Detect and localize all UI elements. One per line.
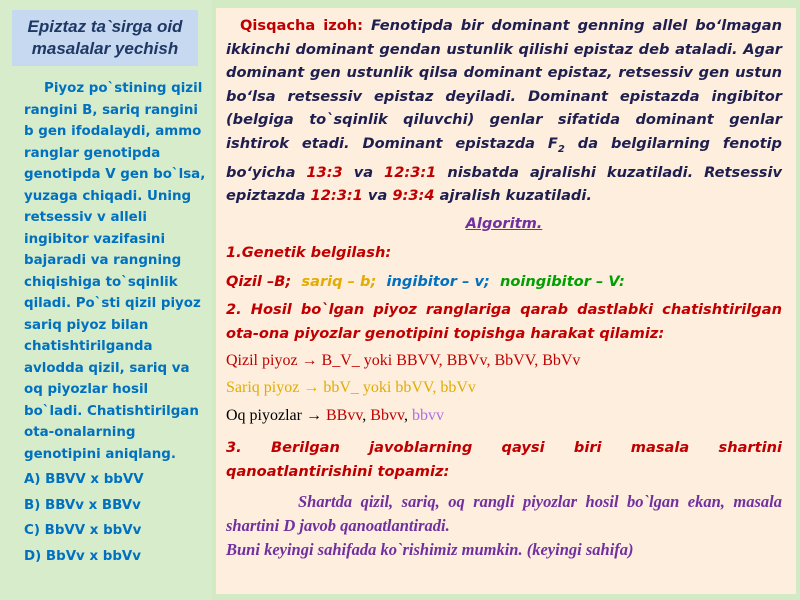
red-line-label: Qizil piyoz → B_V_ yoki bbox=[226, 352, 397, 369]
gene-noninhibitor: noingibitor – V: bbox=[499, 273, 625, 290]
gene-inhibitor: ingibitor – v; bbox=[386, 273, 490, 290]
red-genotype-2: BBVv bbox=[446, 352, 487, 369]
problem-text: Piyoz po`stining qizil rangini B, sariq rangini b gen ifodalaydi, ammo ranglar genotipda genotipda V gen bo`lsa, yuzaga chiqadi. Uning retsessiv v alleli ingibitor vazifasini bajaradi va rangning chiqishiga to`sqinlik qiladi. Po`sti qizil piyoz sariq piyoz bilan chatishtirilganda avlodda qizil, sariq va oq piyozlar hosil bo`ladi. Chatishtirilgan ota-onalarning genotipini aniqlang. bbox=[24, 81, 206, 462]
answer-option-a: A) BBVV x bbVV bbox=[24, 472, 144, 487]
yellow-line-label: Sariq piyoz → bbV_ yoki bbox=[226, 379, 396, 396]
answer-option-c: C) BbVV x bbVv bbox=[24, 523, 142, 538]
step-3: 3. Berilgan javoblarning qaysi biri masala shartini qanoatlantirishini topamiz: bbox=[226, 439, 782, 480]
white-onion-line: Oq piyozlar → BBvv, Bbvv, bbvv bbox=[226, 407, 444, 424]
title-line-1: Epiztaz ta`sirga oid bbox=[27, 17, 183, 36]
note-label: Qisqacha izoh: bbox=[240, 17, 363, 34]
problem-statement bbox=[24, 78, 208, 567]
note-text-3: nisbatda ajralishi kuzatiladi. Retsessiv epiztazda bbox=[226, 163, 782, 205]
answer-option-d: D) BbVv x bbVv bbox=[24, 548, 142, 564]
slide-title bbox=[12, 10, 198, 66]
white-line-label: Oq piyozlar → bbox=[226, 407, 326, 424]
white-genotype-1: BBvv bbox=[325, 407, 363, 424]
ratio-12-3-1-b: 12:3:1 bbox=[310, 187, 363, 205]
note-text-1: Fenotipda bir dominant genning allel bo‘lmagan ikkinchi dominant gendan ustunlik qilishi epistaz deb ataladi. Agar dominant gen ustunlik qilsa dominant epistaz, retsessiv gen ustun bo‘lsa retsessiv epistaz deyiladi. Dominant epistazda ingibitor (belgiga to`sqinlik qiluvchi) genlar sifatida dominant genlar ishtirok etadi. Dominant epistazda F bbox=[226, 17, 782, 152]
and-2: va bbox=[362, 187, 393, 205]
gene-yellow: sariq – b; bbox=[301, 273, 377, 290]
next-page-note: Buni keyingi sahifada ko`rishimiz mumkin. (keyingi sahifa) bbox=[226, 540, 634, 559]
gene-red: Qizil –B; bbox=[226, 273, 292, 290]
white-genotype-3: bbvv bbox=[411, 407, 444, 424]
white-genotype-2: Bbvv bbox=[370, 407, 404, 424]
algorithm-heading bbox=[226, 212, 782, 236]
step-2: 2. Hosil bo`lgan piyoz ranglariga qarab dastlabki chatishtirilgan ota-ona piyozlar genotipini topishga harakat qilamiz: bbox=[226, 301, 782, 342]
title-line-2: masalalar yechish bbox=[31, 39, 179, 58]
red-genotype-1: BBVV bbox=[396, 352, 439, 369]
ratio-9-3-4: 9:3:4 bbox=[392, 187, 435, 205]
ratio-13-3: 13:3 bbox=[306, 163, 343, 181]
algorithm-title: Algoritm. bbox=[465, 215, 543, 232]
gene-notation bbox=[226, 270, 782, 294]
and-1: va bbox=[342, 163, 385, 181]
answer-option-b: B) BBVv x BBVv bbox=[24, 497, 141, 513]
short-note bbox=[226, 14, 782, 208]
red-genotype-4: BbVv bbox=[542, 352, 581, 369]
left-panel bbox=[0, 0, 212, 600]
yellow-genotype-2: bbVv bbox=[440, 379, 476, 396]
conclusion: Shartda qizil, sariq, oq rangli piyozlar hosil bo`lgan ekan, masala shartini D javob qanoatlantiradi. bbox=[226, 492, 782, 535]
yellow-genotype-1: bbVV bbox=[395, 379, 433, 396]
red-genotype-3: BbVV bbox=[494, 352, 535, 369]
note-text-4: ajralish kuzatiladi. bbox=[434, 187, 592, 205]
yellow-onion-line: Sariq piyoz → bbV_ yoki bbVV, bbVv bbox=[226, 379, 476, 396]
ratio-12-3-1-a: 12:3:1 bbox=[384, 163, 437, 181]
note-subscript: 2 bbox=[557, 143, 565, 155]
red-onion-line: Qizil piyoz → B_V_ yoki BBVV, BBVv, BbVV, BbVv bbox=[226, 352, 581, 369]
right-panel bbox=[216, 8, 796, 594]
step-1: 1.Genetik belgilash: bbox=[226, 244, 392, 261]
note-text-2: da belgilarning fenotip bo‘yicha bbox=[226, 134, 782, 181]
